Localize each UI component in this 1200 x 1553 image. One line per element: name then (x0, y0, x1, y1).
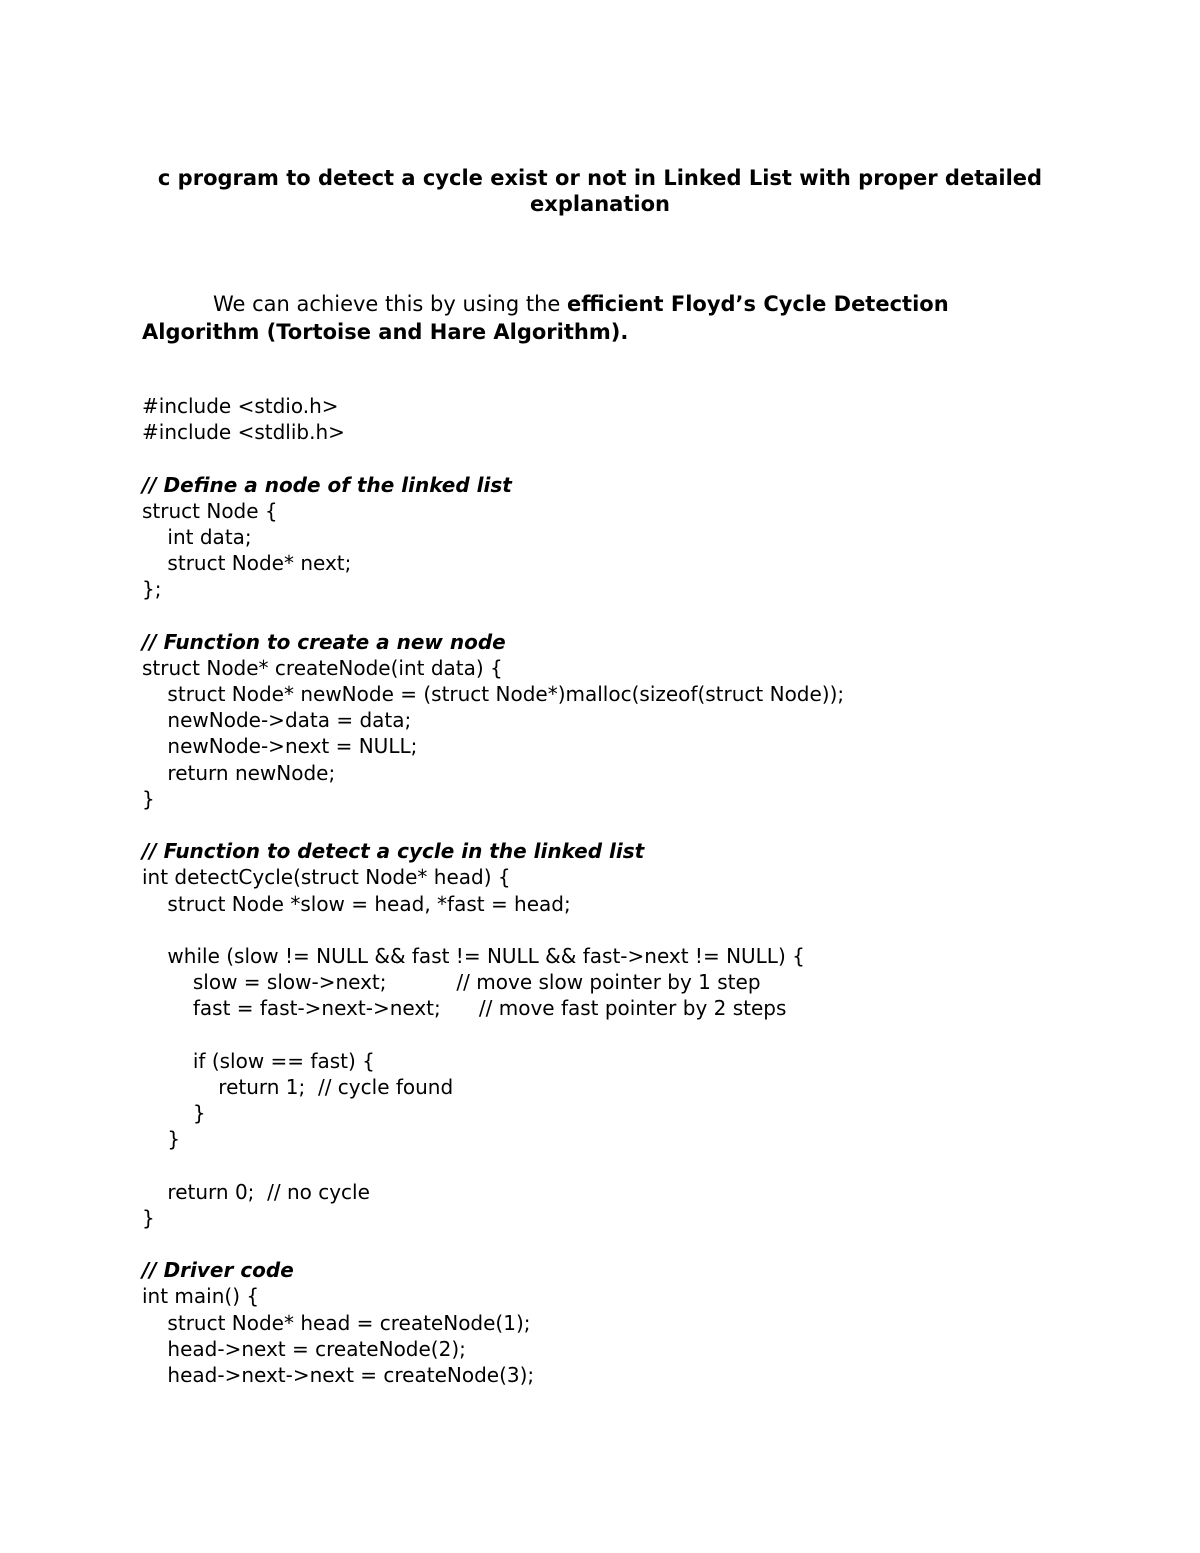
code-line: } (142, 1205, 155, 1230)
code-blank-line (142, 1231, 1142, 1257)
code-line: newNode->next = NULL; (142, 734, 418, 759)
code-line: if (slow == fast) { (142, 1048, 375, 1073)
code-line: int data; (142, 524, 252, 549)
code-line: int main() { (142, 1284, 260, 1309)
code-line: struct Node* newNode = (struct Node*)malloc(sizeof(struct Node)); (142, 682, 845, 707)
code-blank-line (142, 603, 1142, 629)
code-line: }; (142, 577, 162, 602)
code-blank-line (142, 917, 1142, 943)
code-line: } (142, 786, 155, 811)
code-line: slow = slow->next; // move slow pointer by 1 step (142, 970, 761, 995)
code-line: int detectCycle(struct Node* head) { (142, 865, 511, 890)
intro-paragraph (142, 290, 1042, 346)
title-line-1: c program to detect a cycle exist or not in Linked List with proper detailed (157, 166, 1043, 190)
code-line: return 1; // cycle found (142, 1074, 454, 1099)
code-line: } (142, 1127, 181, 1152)
intro-bold-text-1: efficient Floyd’s Cycle Detection (567, 292, 949, 316)
code-line: return 0; // no cycle (142, 1179, 370, 1204)
code-line: return newNode; (142, 760, 336, 785)
code-blank-line (142, 1022, 1142, 1048)
code-line: #include <stdlib.h> (142, 420, 345, 445)
code-line: struct Node* createNode(int data) { (142, 655, 503, 680)
code-line: while (slow != NULL && fast != NULL && fast->next != NULL) { (142, 943, 805, 968)
code-line: struct Node* head = createNode(1); (142, 1310, 531, 1335)
code-comment-line: // Function to detect a cycle in the linked list (142, 839, 645, 864)
code-line: fast = fast->next->next; // move fast pointer by 2 steps (142, 996, 787, 1021)
code-comment-line: // Driver code (142, 1258, 294, 1283)
intro-bold-text-2: Algorithm (Tortoise and Hare Algorithm). (142, 320, 629, 344)
intro-plain-text: We can achieve this by using the (213, 292, 567, 316)
code-line: } (142, 1101, 206, 1126)
code-blank-line (142, 445, 1142, 471)
code-blank-line (142, 812, 1142, 838)
code-line: struct Node* next; (142, 551, 352, 576)
document-title (120, 165, 1080, 217)
code-comment-line: // Function to create a new node (142, 629, 506, 654)
code-line: struct Node { (142, 498, 278, 523)
code-line: struct Node *slow = head, *fast = head; (142, 891, 571, 916)
code-comment-line: // Define a node of the linked list (142, 472, 512, 497)
code-block (142, 393, 1142, 1388)
code-line: newNode->data = data; (142, 708, 412, 733)
code-line: head->next = createNode(2); (142, 1336, 466, 1361)
code-line: #include <stdio.h> (142, 394, 339, 418)
title-line-2: explanation (530, 192, 670, 216)
code-blank-line (142, 1152, 1142, 1178)
code-line: head->next->next = createNode(3); (142, 1362, 535, 1387)
